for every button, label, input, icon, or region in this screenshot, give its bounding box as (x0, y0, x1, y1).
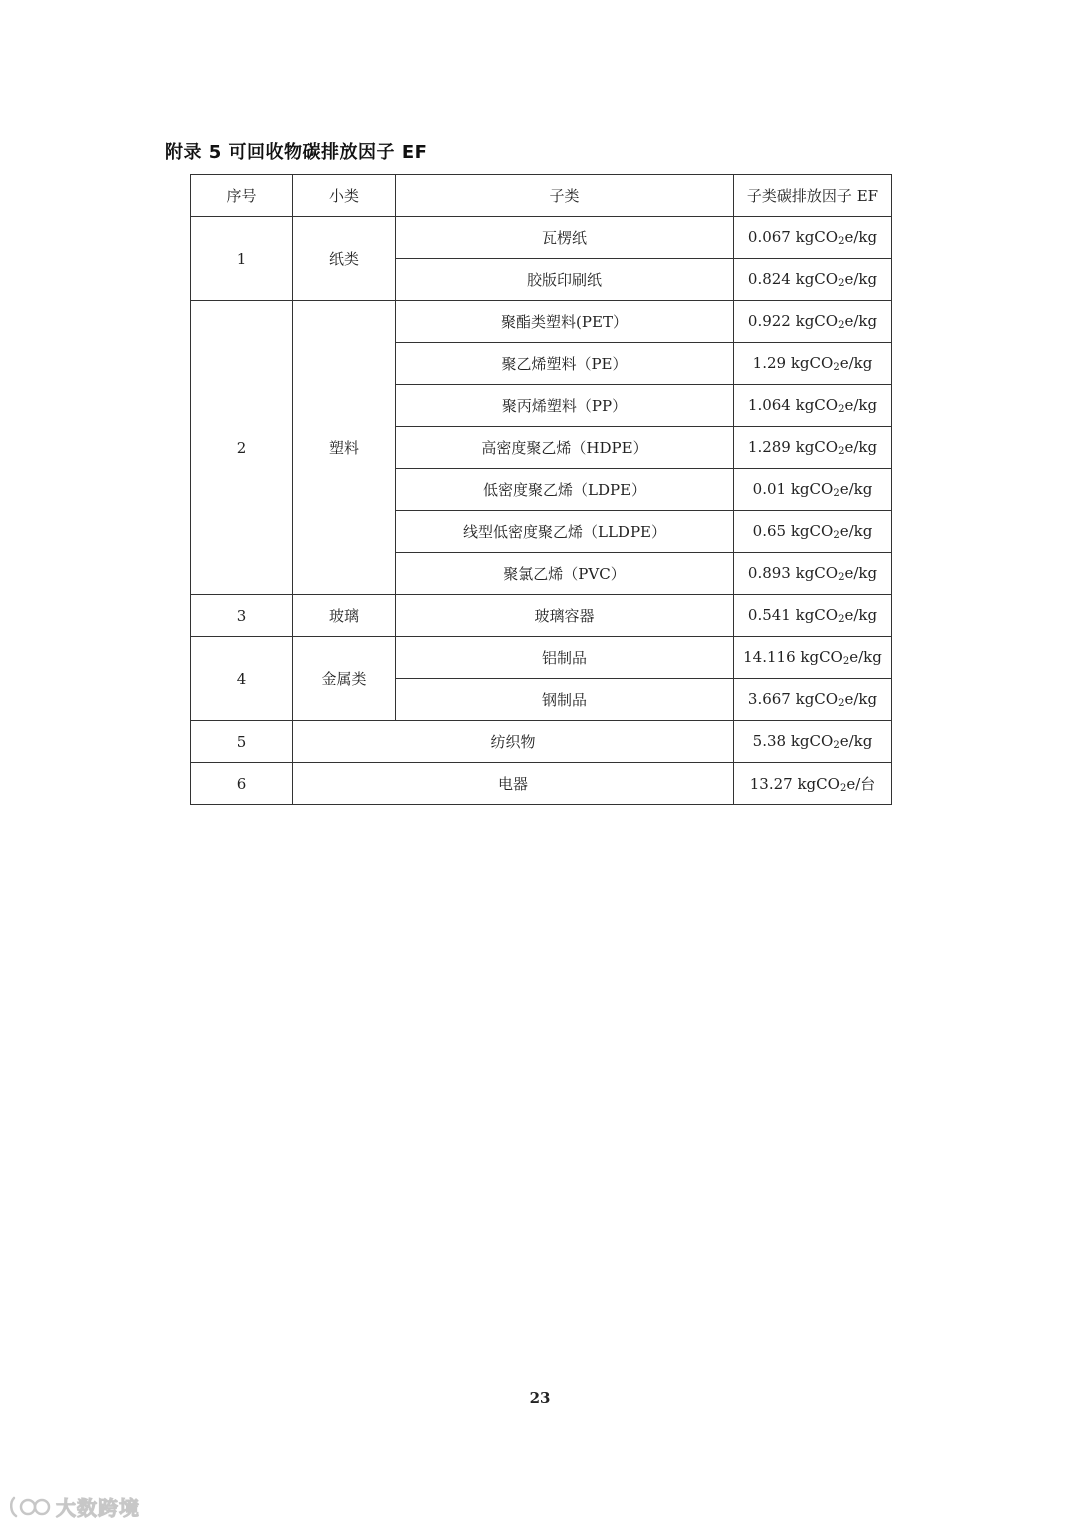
cell-factor (734, 217, 892, 259)
cell-factor (734, 427, 892, 469)
watermark-text: 大数跨境 (56, 1496, 140, 1520)
cell-subcategory: 聚酯类塑料(PET） (396, 301, 734, 343)
cell-factor (734, 721, 892, 763)
cell-category: 纸类 (293, 217, 396, 301)
cell-category: 玻璃 (293, 595, 396, 637)
cell-no: 1 (191, 217, 293, 301)
cell-subcategory: 低密度聚乙烯（LDPE） (396, 469, 734, 511)
cell-category: 纺织物 (293, 721, 734, 763)
table-row (191, 595, 892, 637)
factor-value: 1.29 kgCO (752, 354, 834, 372)
factor-unit: e/kg (844, 270, 878, 288)
watermark (8, 1492, 140, 1521)
factor-value: 0.067 kgCO (747, 228, 839, 246)
factor-subscript: 2 (833, 488, 840, 499)
cell-category: 电器 (293, 763, 734, 805)
factor-unit: e/kg (839, 354, 873, 372)
cell-category: 塑料 (293, 301, 396, 595)
factor-unit: e/kg (844, 228, 878, 246)
cell-factor (734, 469, 892, 511)
table-row (191, 217, 892, 259)
factor-subscript: 2 (838, 572, 845, 583)
table-header-row (191, 175, 892, 217)
factor-unit: e/kg (844, 690, 878, 708)
factor-subscript: 2 (838, 698, 845, 709)
factor-value: 0.01 kgCO (752, 480, 834, 498)
factor-subscript: 2 (842, 656, 850, 667)
table-body (191, 217, 892, 805)
table-row (191, 763, 892, 805)
factor-unit: e/kg (844, 564, 878, 582)
cell-factor (734, 385, 892, 427)
header-cell-category: 小类 (293, 175, 396, 217)
factor-unit: e/kg (839, 522, 873, 540)
cell-factor (734, 343, 892, 385)
factor-subscript: 2 (838, 446, 845, 457)
cell-factor (734, 679, 892, 721)
factor-unit: e/kg (839, 732, 873, 750)
factor-unit: e/kg (844, 606, 878, 624)
cell-factor (734, 553, 892, 595)
table-row (191, 721, 892, 763)
cell-factor (734, 301, 892, 343)
cell-no: 6 (191, 763, 293, 805)
factor-value: 3.667 kgCO (747, 690, 839, 708)
cell-no: 5 (191, 721, 293, 763)
cell-factor (734, 763, 892, 805)
cell-factor (734, 637, 892, 679)
cell-factor (734, 595, 892, 637)
factor-value: 0.65 kgCO (752, 522, 834, 540)
factor-subscript: 2 (838, 614, 845, 625)
cell-factor (734, 511, 892, 553)
page-number: 23 (529, 1389, 551, 1407)
factor-value: 13.27 kgCO (749, 775, 840, 793)
factor-value: 0.922 kgCO (747, 312, 839, 330)
header-cell-subcategory: 子类 (396, 175, 734, 217)
factor-subscript: 2 (833, 740, 840, 751)
factor-unit: e/kg (844, 312, 878, 330)
cell-subcategory: 聚丙烯塑料（PP） (396, 385, 734, 427)
cell-category: 金属类 (293, 637, 396, 721)
emission-factor-table (190, 174, 892, 805)
factor-unit: e/kg (844, 438, 878, 456)
page-title: 附录 5 可回收物碳排放因子 EF (165, 142, 428, 163)
factor-value: 1.289 kgCO (747, 438, 839, 456)
header-cell-no: 序号 (191, 175, 293, 217)
factor-subscript: 2 (838, 278, 845, 289)
factor-value: 5.38 kgCO (752, 732, 834, 750)
cell-subcategory: 瓦楞纸 (396, 217, 734, 259)
cell-subcategory: 聚乙烯塑料（PE） (396, 343, 734, 385)
factor-unit: e/台 (846, 775, 876, 793)
cell-subcategory: 胶版印刷纸 (396, 259, 734, 301)
table-row (191, 637, 892, 679)
factor-subscript: 2 (838, 320, 845, 331)
cell-no: 2 (191, 301, 293, 595)
table-row (191, 301, 892, 343)
factor-value: 0.893 kgCO (747, 564, 839, 582)
factor-subscript: 2 (833, 362, 840, 373)
factor-value: 0.541 kgCO (747, 606, 839, 624)
factor-unit: e/kg (844, 396, 878, 414)
factor-subscript: 2 (833, 530, 840, 541)
factor-value: 0.824 kgCO (747, 270, 839, 288)
factor-unit: e/kg (839, 480, 873, 498)
factor-unit: e/kg (849, 648, 882, 666)
cell-subcategory: 高密度聚乙烯（HDPE） (396, 427, 734, 469)
cell-subcategory: 铝制品 (396, 637, 734, 679)
cell-factor (734, 259, 892, 301)
cell-subcategory: 玻璃容器 (396, 595, 734, 637)
cell-no: 4 (191, 637, 293, 721)
factor-subscript: 2 (838, 404, 845, 415)
factor-value: 14.116 kgCO (743, 648, 843, 666)
cell-no: 3 (191, 595, 293, 637)
header-cell-factor: 子类碳排放因子 EF (734, 175, 892, 217)
brand-logo-icon (8, 1494, 52, 1520)
factor-subscript: 2 (838, 236, 845, 247)
cell-subcategory: 聚氯乙烯（PVC） (396, 553, 734, 595)
factor-value: 1.064 kgCO (747, 396, 839, 414)
cell-subcategory: 钢制品 (396, 679, 734, 721)
factor-subscript: 2 (839, 783, 847, 794)
cell-subcategory: 线型低密度聚乙烯（LLDPE） (396, 511, 734, 553)
